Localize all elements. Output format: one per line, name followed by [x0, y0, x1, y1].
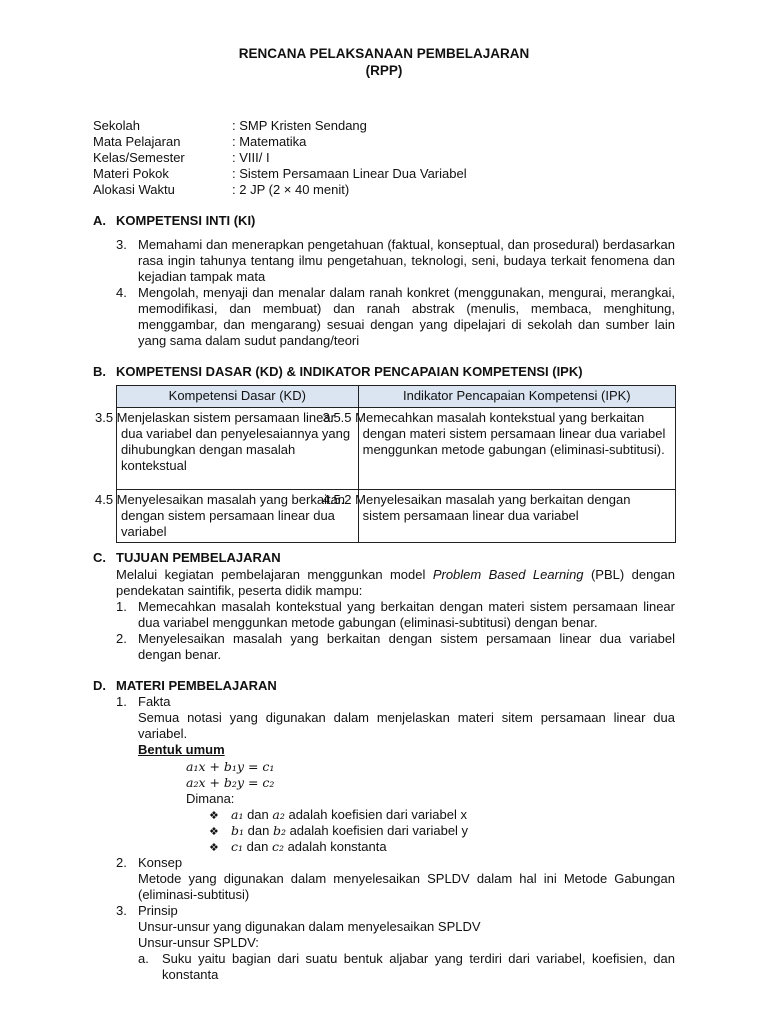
bullet-text: adalah konstanta [283, 839, 387, 854]
document-title: RENCANA PELAKSANAAN PEMBELAJARAN [238, 46, 530, 61]
ki-number: 3. [116, 237, 127, 252]
tujuan-text: Memecahkan masalah kontekstual yang berkaitan dengan materi sistem persamaan linear dua variabel menggunkan metode gabungan (eliminasi-subtitusi) dengan benar. [138, 599, 675, 630]
connector: dan [243, 807, 273, 822]
model-name: Problem Based Learning [432, 567, 584, 582]
variable: b₂ [272, 823, 286, 838]
identity-label: Sekolah [93, 118, 140, 133]
prinsip-line: Unsur-unsur yang digunakan dalam menyelesaikan SPLDV [138, 919, 481, 934]
identity-value: : SMP Kristen Sendang [232, 118, 367, 133]
materi-number: 1. [116, 694, 127, 709]
ipk-column-header: Indikator Pencapaian Kompetensi (IPK) [358, 386, 675, 408]
identity-label: Mata Pelajaran [93, 134, 181, 149]
kd-cell: 4.5 Menyelesaikan masalah yang berkaitan dengan sistem persamaan linear dua variabel [117, 490, 359, 543]
variable: b₁ [231, 823, 245, 838]
equation-1: a₁x + b₁y = c₁ [186, 759, 275, 774]
list-item [209, 823, 468, 840]
kd-cell: 3.5 Menjelaskan sistem persamaan linear dua variabel dan penyelesaiannya yang dihubungkan dengan masalah kontekstual [117, 408, 359, 490]
ipk-cell: 3.5.5 Memecahkan masalah kontekstual yang berkaitan dengan materi sistem persamaan linear dua variabel menggunkan metode gabungan (eliminasi-subtitusi). [358, 408, 675, 490]
equation-2: a₂x + b₂y = c₂ [186, 775, 275, 790]
materi-number: 3. [116, 903, 127, 918]
materi-number: 2. [116, 855, 127, 870]
materi-title: Fakta [138, 694, 171, 709]
ki-text: Memahami dan menerapkan pengetahuan (faktual, konseptual, dan prosedural) berdasarkan rasa ingin tahunya tentang ilmu pengetahuan, teknologi, seni, budaya terkait fenomena dan kejadian tampak mata [138, 237, 675, 284]
connector: dan [243, 839, 272, 854]
kd-ipk-table [95, 385, 676, 543]
section-d-heading: MATERI PEMBELAJARAN [116, 678, 277, 693]
identity-label: Alokasi Waktu [93, 182, 175, 197]
section-a-letter: A. [93, 213, 106, 228]
tujuan-number: 1. [116, 599, 127, 614]
ipk-cell: 4.5.2 Menyelesaikan masalah yang berkaitan dengan sistem persamaan linear dua variabel [358, 490, 675, 543]
section-c-heading: TUJUAN PEMBELAJARAN [116, 550, 281, 565]
section-d-letter: D. [93, 678, 106, 693]
identity-value: : VIII/ I [232, 150, 270, 165]
konsep-description: Metode yang digunakan dalam menyelesaikan SPLDV dalam hal ini Metode Gabungan (eliminasi-subtitusi) [138, 871, 675, 902]
identity-label: Kelas/Semester [93, 150, 185, 165]
sub-text: Suku yaitu bagian dari suatu bentuk aljabar yang terdiri dari variabel, koefisien, dan konstanta [162, 951, 675, 982]
variable: a₂ [272, 807, 285, 822]
section-b-letter: B. [93, 364, 106, 379]
bentuk-umum-heading: Bentuk umum [138, 742, 225, 757]
dimana-label: Dimana: [186, 791, 235, 806]
ki-text: Mengolah, menyaji dan menalar dalam ranah konkret (menggunakan, mengurai, merangkai, memodifikasi, dan membuat) dan ranah abstrak (menulis, membaca, menghitung, menggambar, dan mengarang) sesuai dengan yang dipelajari di sekolah dan sumber lain yang sama dalam sudut pandang/teori [138, 285, 675, 348]
list-item [209, 807, 467, 824]
ki-number: 4. [116, 285, 127, 300]
sub-number: a. [138, 951, 149, 966]
tujuan-number: 2. [116, 631, 127, 646]
identity-value: : Sistem Persamaan Linear Dua Variabel [232, 166, 467, 181]
diamond-bullet-icon: ❖ [209, 810, 219, 822]
tujuan-intro-text: (PBL) dengan pendekatan saintifik, peserta didik mampu: [116, 567, 675, 598]
section-b-heading: KOMPETENSI DASAR (KD) & INDIKATOR PENCAPAIAN KOMPETENSI (IPK) [116, 364, 583, 379]
prinsip-line: Unsur-unsur SPLDV: [138, 935, 259, 950]
variable: c₁ [231, 839, 244, 854]
diamond-bullet-icon: ❖ [209, 826, 219, 838]
tujuan-intro [116, 567, 675, 599]
identity-value: : 2 JP (2 × 40 menit) [232, 182, 350, 197]
list-item [209, 839, 387, 856]
materi-title: Prinsip [138, 903, 178, 918]
document-subtitle: (RPP) [365, 63, 403, 78]
section-c-letter: C. [93, 550, 106, 565]
kd-column-header: Kompetensi Dasar (KD) [117, 386, 359, 408]
table-row [117, 490, 676, 543]
variable: a₁ [231, 807, 244, 822]
variable: c₂ [271, 839, 284, 854]
diamond-bullet-icon: ❖ [209, 842, 219, 854]
fakta-description: Semua notasi yang digunakan dalam menjelaskan materi sitem persamaan linear dua variabel. [138, 710, 675, 741]
connector: dan [244, 823, 273, 838]
bullet-text: adalah koefisien dari variabel x [284, 807, 467, 822]
identity-label: Materi Pokok [93, 166, 169, 181]
tujuan-intro-text: Melalui kegiatan pembelajaran menggunkan model [116, 567, 433, 582]
section-a-heading: KOMPETENSI INTI (KI) [116, 213, 256, 228]
bullet-text: adalah koefisien dari variabel y [285, 823, 469, 838]
materi-title: Konsep [138, 855, 183, 870]
identity-value: : Matematika [232, 134, 307, 149]
table-row [117, 408, 676, 490]
tujuan-text: Menyelesaikan masalah yang berkaitan dengan sistem persamaan linear dua variabel dengan benar. [138, 631, 675, 662]
